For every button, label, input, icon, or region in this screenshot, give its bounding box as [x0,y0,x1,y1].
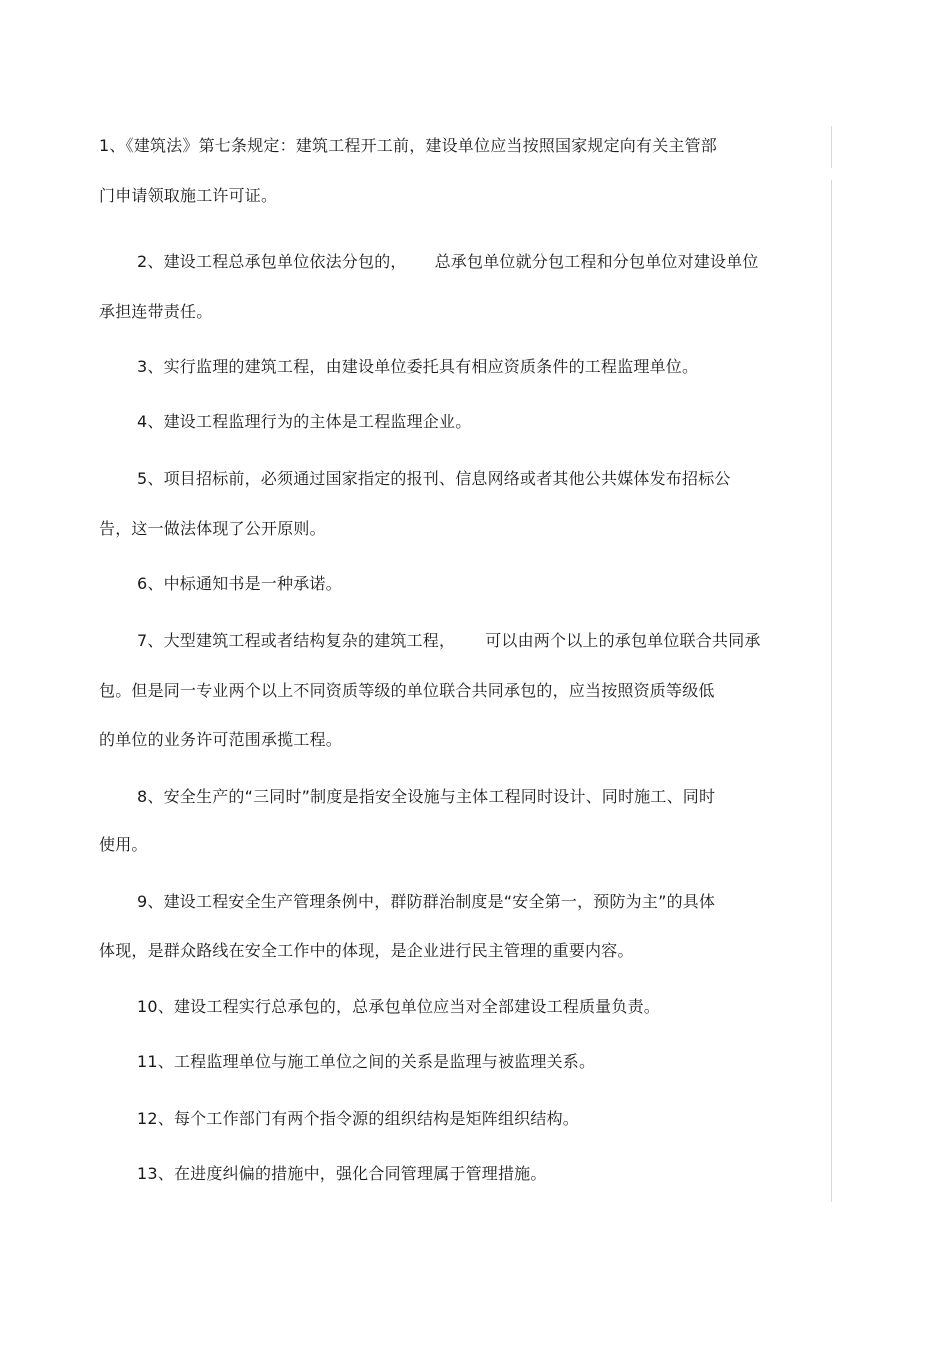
item-number: 7、 [137,631,164,650]
list-item-10 [137,997,660,1017]
item-number: 11、 [137,1052,174,1071]
list-item-9-line-2 [99,941,634,961]
list-item-6 [137,574,342,594]
item-text: 使用。 [99,835,148,854]
item-number: 1、 [99,136,126,155]
item-text: 包。但是同一专业两个以上不同资质等级的单位联合共同承包的，应当按照资质等级低 [99,681,715,700]
item-number: 6、 [137,574,164,593]
list-item-8-line-1 [137,787,715,807]
item-number: 5、 [137,469,164,488]
item-text: 可以由两个以上的承包单位联合共同承 [485,631,761,650]
item-text: 实行监理的建筑工程，由建设单位委托具有相应资质条件的工程监理单位。 [163,357,699,376]
list-item-11 [137,1052,595,1072]
item-number: 3、 [137,357,164,376]
list-item-12 [137,1109,579,1129]
margin-rule [831,180,832,1202]
list-item-7-line-2 [99,681,715,701]
item-text: 项目招标前，必须通过国家指定的报刊、信息网络或者其他公共媒体发布招标公 [163,469,731,488]
list-item-13 [137,1164,547,1184]
item-text: 建设工程安全生产管理条例中，群防群治制度是“安全第一，预防为主”的具体 [163,892,716,911]
list-item-7-line-1 [137,631,761,651]
item-text: 体现，是群众路线在安全工作中的体现，是企业进行民主管理的重要内容。 [99,941,634,960]
list-item-2-line-1 [137,252,759,272]
item-number: 4、 [137,412,164,431]
list-item-1-line-2 [99,186,277,206]
item-text: 的单位的业务许可范围承揽工程。 [99,730,343,749]
list-item-7-line-3 [99,730,342,750]
item-number: 12、 [137,1109,174,1128]
item-number: 2、 [137,252,164,271]
list-item-8-line-2 [99,835,148,855]
item-text: 建设工程总承包单位依法分包的， [163,252,407,271]
item-text: 承担连带责任。 [99,302,213,321]
item-text: 在进度纠偏的措施中，强化合同管理属于管理措施。 [173,1164,547,1183]
list-item-5-line-1 [137,469,731,489]
item-text: 每个工作部门有两个指令源的组织结构是矩阵组织结构。 [173,1109,579,1128]
list-item-1-line-1 [99,136,717,156]
item-text: 总承包单位就分包工程和分包单位对建设单位 [434,252,759,271]
item-text: 告，这一做法体现了公开原则。 [99,519,326,538]
item-text: 中标通知书是一种承诺。 [163,574,342,593]
item-text: 《建筑法》第七条规定：建筑工程开工前，建设单位应当按照国家规定向有关主管部 [125,136,717,155]
item-number: 8、 [137,787,164,806]
list-item-3 [137,357,698,377]
list-item-4 [137,412,471,432]
item-text: 工程监理单位与施工单位之间的关系是监理与被监理关系。 [173,1052,596,1071]
list-item-2-line-2 [99,302,212,322]
item-text: 安全生产的“三同时”制度是指安全设施与主体工程同时设计、同时施工、同时 [163,787,716,806]
item-text: 大型建筑工程或者结构复杂的建筑工程， [163,631,456,650]
margin-rule [831,126,832,168]
item-text: 门申请领取施工许可证。 [99,186,278,205]
item-number: 9、 [137,892,164,911]
item-number: 10、 [137,997,174,1016]
item-text: 建设工程监理行为的主体是工程监理企业。 [163,412,472,431]
list-item-5-line-2 [99,519,326,539]
list-item-9-line-1 [137,892,715,912]
item-number: 13、 [137,1164,174,1183]
item-text: 建设工程实行总承包的，总承包单位应当对全部建设工程质量负责。 [173,997,660,1016]
